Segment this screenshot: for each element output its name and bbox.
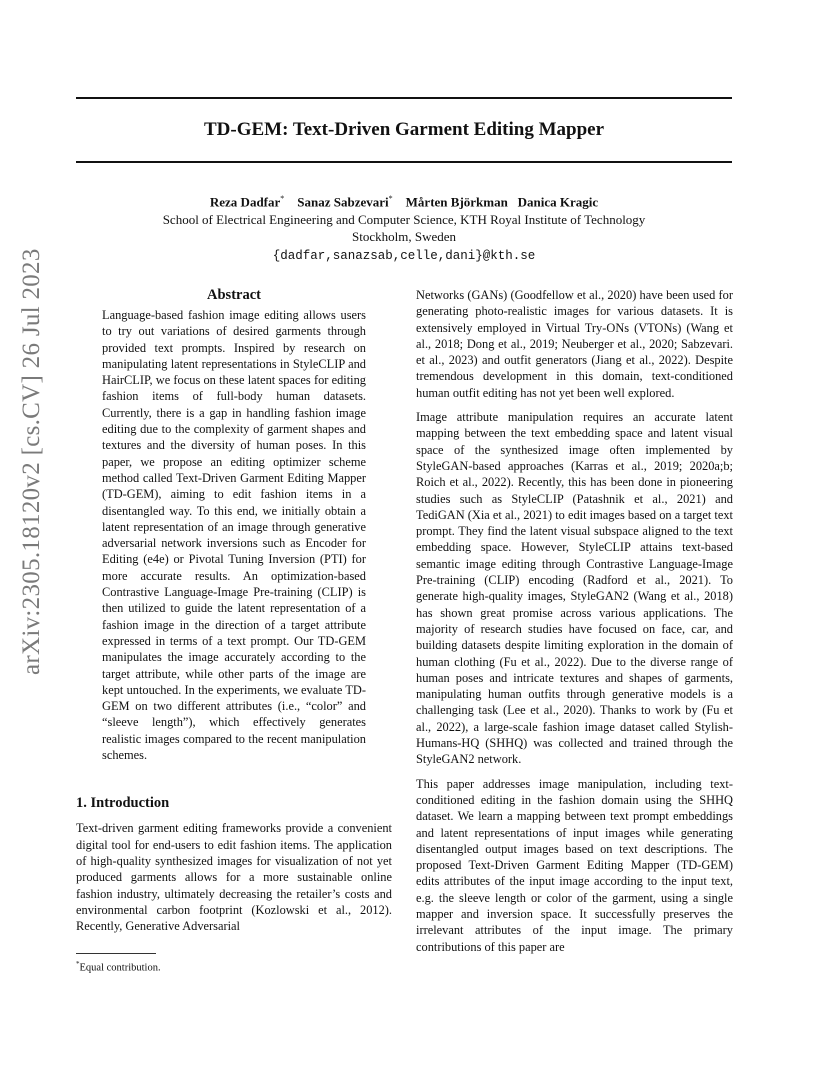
author-mark: *: [388, 194, 393, 203]
footnote-rule: [76, 953, 156, 954]
intro-paragraph-2: Image attribute manipulation requires an accurate latent mapping between the text embedding space and latent visual space of the synthesized image often implemented by StyleGAN-based approaches (Karras et al., 2019; 2020a;b; Roich et al., 2022). Recently, this has been done in pioneering studies such as StyleCLIP (Patashnik et al., 2021) and TediGAN (Xia et al., 2021) to edit images based on a target text prompt. They find the latent visual subspace aligned to the text embedding space. However, StyleCLIP attains text-based semantic image editing through Contrastive Language-Image Pre-training (CLIP) encoding (Radford et al., 2021). To generate high-quality images, StyleGAN2 (Wang et al., 2018) has shown great promise across various applications. The majority of research studies have focused on face, car, and building datasets despite limiting exploration in the domain of human clothing (Fu et al., 2022). Due to the diverse range of human poses and intricate textures and shapes of garments, manipulating human outfits through generative models is a challenging task (Lee et al., 2020). Thanks to work by (Fu et al., 2022), a large-scale fashion image dataset called Stylish-Humans-HQ (SHHQ) was collected and trained through the StyleGAN2 network.: [416, 410, 733, 767]
section-heading-introduction: 1. Introduction: [76, 795, 170, 812]
intro-paragraph-3: This paper addresses image manipulation, including text-conditioned editing in the fashion domain using the SHHQ dataset. We learn a mapping between text prompt embeddings and latent representations of input images while generating disentangled output images based on text descriptions. The proposed Text-Driven Garment Editing Mapper (TD-GEM) edits attributes of the input image according to the input text, e.g. the sleeve length or color of the garment, using a single mapper and inversion space. It successfully preserves the irrelevant attributes of the input image. The primary contributions of this paper are: [416, 776, 733, 954]
footnote-mark: *: [76, 960, 80, 968]
title-rule-top: [76, 97, 732, 99]
title-rule-bottom: [76, 161, 732, 163]
author-name: Reza Dadfar: [209, 194, 281, 210]
location: Stockholm, Sweden: [352, 229, 456, 245]
left-column: [76, 286, 392, 934]
intro-paragraph-1: Text-driven garment editing frameworks provide a convenient digital tool for end-users to edit fashion items. The application of high-quality synthesized images for visualization of not yet produced garments allows for a more sustainable online fashion industry, ultimately decreasing the retailer’s costs and environmental carbon footprint (Kozlowski et al., 2012). Recently, Generative Adversarial: [76, 821, 392, 934]
footnote-text: Equal contribution.: [79, 962, 161, 974]
author-name: Mårten Björkman: [405, 194, 508, 210]
abstract-heading: Abstract: [207, 287, 261, 303]
email-list: {dadfar,sanazsab,celle,dani}@kth.se: [272, 249, 536, 264]
paper-title: TD-GEM: Text-Driven Garment Editing Mapper: [203, 119, 605, 140]
intro-paragraph-1-continued: Networks (GANs) (Goodfellow et al., 2020) have been used for generating photo-realistic images for various datasets. It is extensively employed in Virtual Try-ONs (VTONs) (Wang et al., 2018; Dong et al., 2019; Neuberger et al., 2020; Sabzevari. et al., 2023) and outfit generators (Jiang et al., 2022). Despite tremendous development in this domain, text-conditioned human outfit editing has not yet been well explored.: [416, 288, 733, 400]
author-block: [76, 190, 732, 266]
arxiv-identifier: arXiv:2305.18120v2 [cs.CV] 26 Jul 2023: [18, 248, 45, 675]
author-name: Sanaz Sabzevari: [297, 194, 389, 210]
author-mark: *: [280, 194, 285, 203]
author-name: Danica Kragic: [517, 194, 599, 210]
right-column: [416, 287, 733, 963]
footnote: [76, 953, 392, 975]
abstract-text: Language-based fashion image editing allows users to try out variations of desired garments through provided text prompts. Inspired by research on manipulating latent representations in StyleCLIP and HairCLIP, we focus on these latent spaces for editing fashion items of full-body human datasets. Currently, there is a gap in handling fashion image editing due to the complexity of garment shapes and textures and the diversity of human poses. In this paper, we propose an editing optimizer scheme method called Text-Driven Garment Editing Mapper (TD-GEM), aiming to edit fashion items in a disentangled way. To this end, we initially obtain a latent representation of an image through generative adversarial network inversions such as Encoder for Editing (e4e) or Pivotal Tuning Inversion (PTI) for more accurate results. An optimization-based Contrastive Language-Image Pre-training (CLIP) is then utilized to guide the latent representation of a fashion image in the direction of a target attribute expressed in terms of a text prompt. Our TD-GEM manipulates the image accurately according to the target attribute, while other parts of the image are kept untouched. In the experiments, we evaluate TD-GEM on two different attributes (i.e., “color” and “sleeve length”), which effectively generates realistic images compared to the recent manipulation schemes.: [102, 308, 366, 763]
author-emails: [76, 245, 732, 266]
author-list: [76, 190, 732, 211]
affiliation: School of Electrical Engineering and Computer Science, KTH Royal Institute of Technology: [162, 212, 646, 228]
